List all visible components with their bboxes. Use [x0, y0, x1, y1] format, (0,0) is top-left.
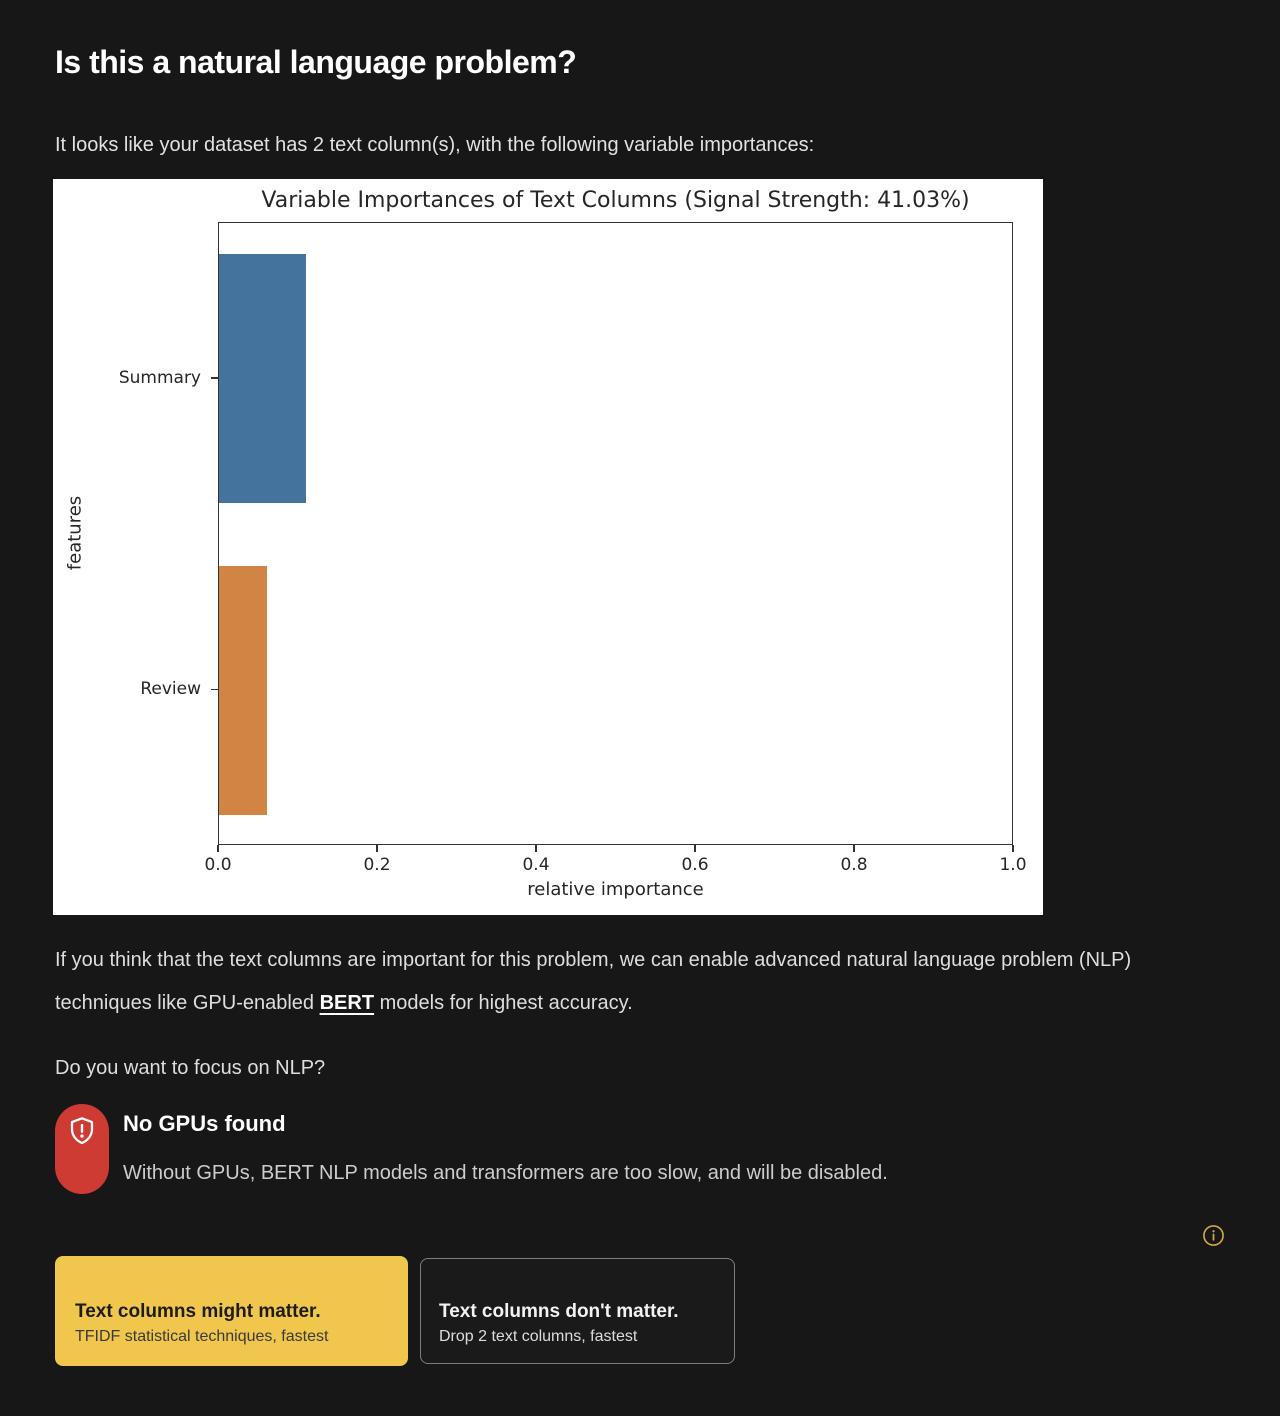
x-tick-label: 0.2: [363, 855, 391, 875]
x-tick-label: 0.6: [681, 855, 709, 875]
variable-importances-chart: [53, 179, 1043, 915]
primary-button-title: Text columns might matter.: [75, 1301, 321, 1322]
text-columns-might-matter-button[interactable]: [55, 1256, 408, 1366]
x-tick-label: 0.0: [204, 855, 232, 875]
chart-x-axis-label: relative importance: [527, 879, 704, 900]
alert-body: [123, 1104, 888, 1185]
body-text-post: models for highest accuracy.: [374, 992, 633, 1014]
chart-title: Variable Importances of Text Columns (Signal Strength: 41.03%): [261, 188, 970, 213]
x-tick-mark: [535, 845, 537, 852]
y-tick-mark: [211, 689, 218, 691]
x-tick-mark: [853, 845, 855, 852]
primary-button-subtitle: TFIDF statistical techniques, fastest: [75, 1328, 329, 1345]
x-tick-label: 0.8: [840, 855, 868, 875]
text-columns-dont-matter-button[interactable]: [420, 1258, 735, 1364]
nlp-explanation-text: [55, 939, 1205, 1025]
info-row: [55, 1224, 1225, 1247]
chart-plot-area: [218, 222, 1013, 845]
x-tick-mark: [694, 845, 696, 852]
no-gpu-alert: [55, 1104, 1225, 1194]
choice-buttons: [55, 1256, 1225, 1366]
alert-badge: [55, 1104, 109, 1194]
x-tick-mark: [376, 845, 378, 852]
bar-summary: [219, 254, 306, 503]
secondary-button-subtitle: Drop 2 text columns, fastest: [439, 1327, 638, 1345]
secondary-button-title: Text columns don't matter.: [439, 1300, 679, 1322]
shield-exclamation-icon: [66, 1115, 98, 1152]
nlp-question: Do you want to focus on NLP?: [55, 1057, 326, 1079]
alert-message: Without GPUs, BERT NLP models and transformers are too slow, and will be disabled.: [123, 1162, 888, 1184]
chart-y-axis-label: features: [64, 495, 86, 571]
body-text-pre: If you think that the text columns are important for this problem, we can enable advanced natural language problem (NLP) techniques like GPU-enabled: [55, 949, 1132, 1014]
x-tick-label: 0.4: [522, 855, 550, 875]
x-tick-mark: [1012, 845, 1014, 852]
intro-text: It looks like your dataset has 2 text column(s), with the following variable importances:: [55, 134, 815, 156]
y-tick-mark: [211, 377, 218, 379]
info-icon[interactable]: [1202, 1224, 1225, 1247]
x-tick-label: 1.0: [999, 855, 1027, 875]
page-title: Is this a natural language problem?: [55, 44, 577, 80]
alert-title: No GPUs found: [123, 1111, 286, 1136]
x-tick-mark: [217, 845, 219, 852]
bar-review: [219, 566, 267, 815]
y-category-label: Review: [140, 679, 201, 700]
y-category-label: Summary: [118, 367, 201, 388]
bert-link[interactable]: BERT: [319, 992, 375, 1014]
